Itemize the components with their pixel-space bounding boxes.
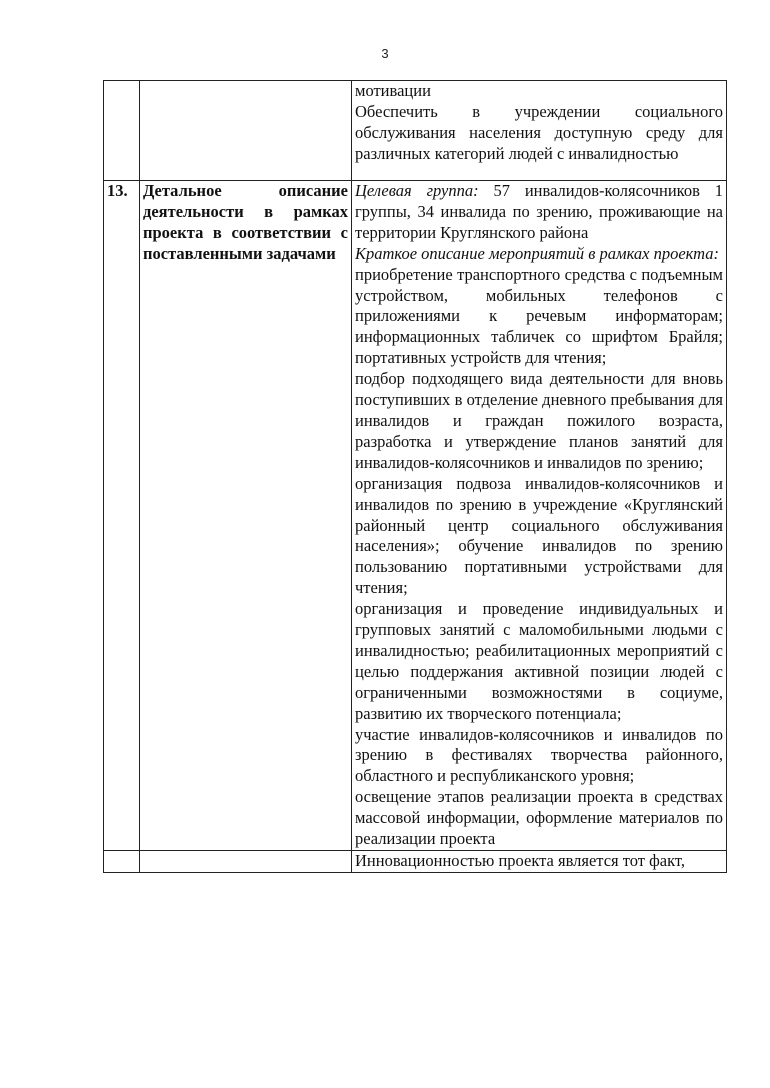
project-table	[103, 80, 727, 873]
activity-item: участие инвалидов-колясочников и инвалидов по зрению в фестивалях творчества районного, областного и республиканского уровня;	[355, 724, 723, 786]
content-paragraph: Обеспечить в учреждении социального обслуживания населения доступную среду для различных категорий людей с инвалидностью	[355, 101, 723, 163]
table-row-continuation	[104, 81, 727, 181]
row-number-cell: 13.	[104, 181, 140, 851]
activity-item: освещение этапов реализации проекта в средствах массовой информации, оформление материалов по реализации проекта	[355, 787, 723, 849]
activity-item: подбор подходящего вида деятельности для вновь поступивших в отделение дневного пребывания для инвалидов и граждан пожилого возраста, разработка и утверждение планов занятий для инвалидов-колясочников и инвалидов по зрению;	[355, 369, 723, 472]
row-content-cell	[352, 81, 727, 181]
row-number-cell	[104, 851, 140, 873]
target-group-label: Целевая группа:	[355, 181, 479, 200]
row-name-cell: Детальное описание деятельности в рамках проекта в соответствии с поставленными задачами	[140, 181, 352, 851]
activities-heading: Краткое описание мероприятий в рамках проекта:	[355, 243, 720, 263]
row-name-cell	[140, 851, 352, 873]
content-paragraph: мотивации	[355, 81, 431, 100]
table-row-13	[104, 181, 727, 851]
row-name-cell	[140, 81, 352, 181]
target-group-paragraph	[355, 181, 723, 244]
row-content-cell: Инновационностью проекта является тот факт,	[352, 851, 727, 873]
row-number-cell	[104, 81, 140, 181]
row-content-cell	[352, 181, 727, 851]
table-row-next	[104, 851, 727, 873]
page-number: 3	[381, 46, 389, 61]
target-group-text: 57 инвалидов-колясочников 1 группы, 34 инвалида по зрению, проживающие на территории Круглянского района	[355, 181, 723, 242]
activity-item: организация подвоза инвалидов-колясочников и инвалидов по зрению в учреждение «Круглянский районный центр социального обслуживания населения»; обучение инвалидов по зрению пользованию портативными устройствами для чтения;	[355, 473, 723, 598]
activity-item: приобретение транспортного средства с подъемным устройством, мобильных телефонов с приложениями к речевым информаторам; информационных табличек со шрифтом Брайля; портативных устройств для чтения;	[355, 264, 723, 368]
activity-item: организация и проведение индивидуальных и групповых занятий с маломобильными людьми с инвалидностью; реабилитационных мероприятий с целью поддержания активной позиции людей с ограниченными возможностями в социуме, развитию их творческого потенциала;	[355, 599, 723, 723]
